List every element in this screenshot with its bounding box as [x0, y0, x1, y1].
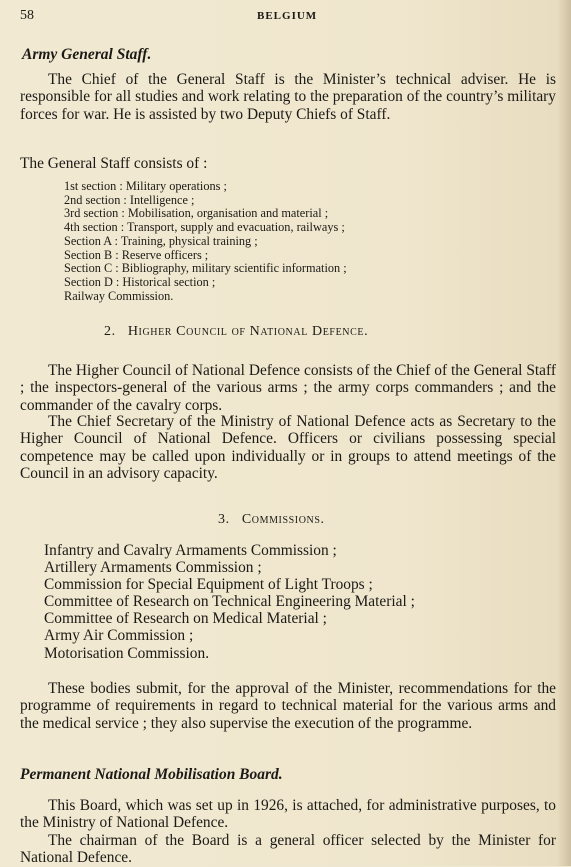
list-item: Infantry and Cavalry Armaments Commission ; — [44, 542, 337, 559]
list-item: Commission for Special Equipment of Light Troops ; — [44, 576, 373, 594]
section-2-paragraph-1: The Higher Council of National Defence consists of the Chief of the General Staff ; the inspectors-general of the various arms ; the army corps commanders ; and the commander of the cavalry corps. — [20, 362, 556, 414]
section-3-heading — [218, 512, 325, 528]
section-3-number: 3. — [218, 512, 230, 527]
general-staff-consists: The General Staff consists of : — [20, 155, 208, 172]
army-staff-paragraph: The Chief of the General Staff is the Minister’s technical adviser. He is responsible for all studies and work relating to the preparation of the country’s military forces for war. He is assisted by two Deputy Chiefs of Staff. — [20, 71, 556, 123]
commissions-paragraph: These bodies submit, for the approval of the Minister, recommendations for the programme of requirements in regard to technical material for the various arms and the medical service ; they also supervise the execution of the programme. — [20, 680, 556, 732]
section-2-heading — [104, 324, 368, 340]
list-item: Committee of Research on Medical Material ; — [44, 610, 327, 628]
list-item: Section B : Reserve officers ; — [64, 247, 209, 262]
list-item: 2nd section : Intelligence ; — [64, 192, 195, 207]
list-item: 4th section : Transport, supply and evacuation, railways ; — [64, 220, 345, 235]
section-2-paragraph-2: The Chief Secretary of the Ministry of National Defence acts as Secretary to the Higher Council of National Defence. Officers or civilians possessing special competence may be called upon individually or in groups to attend meetings of the Council in an advisory capacity. — [20, 413, 556, 482]
mobilisation-board-heading: Permanent National Mobilisation Board. — [20, 766, 283, 783]
list-item: Army Air Commission ; — [44, 627, 194, 645]
page-gutter-shadow — [557, 0, 571, 866]
list-item: Artillery Armaments Commission ; — [44, 559, 262, 577]
mobilisation-paragraph-1: This Board, which was set up in 1926, is attached, for administrative purposes, to the Ministry of National Defence. — [20, 797, 556, 832]
list-item: Committee of Research on Technical Engineering Material ; — [44, 593, 415, 611]
section-2-title: Higher Council of National Defence. — [127, 324, 369, 339]
list-item: Section D : Historical section ; — [64, 274, 216, 289]
list-item: 1st section : Military operations ; — [64, 179, 227, 193]
section-2-number: 2. — [104, 324, 116, 339]
list-item: Railway Commission. — [64, 288, 174, 303]
running-head: BELGIUM — [257, 10, 318, 22]
list-item: Motorisation Commission. — [44, 644, 210, 662]
section-3-title: Commissions. — [241, 512, 325, 527]
mobilisation-paragraph-2: The chairman of the Board is a general officer selected by the Minister for National Defence. — [20, 832, 556, 867]
list-item: Section C : Bibliography, military scientific information ; — [64, 261, 347, 276]
list-item: Section A : Training, physical training ; — [64, 233, 258, 248]
army-staff-heading: Army General Staff. — [22, 46, 152, 63]
page-number: 58 — [20, 8, 34, 23]
commissions-list — [44, 542, 415, 662]
list-item: 3rd section : Mobilisation, organisation and material ; — [64, 206, 329, 221]
general-staff-sections-list — [64, 180, 347, 303]
